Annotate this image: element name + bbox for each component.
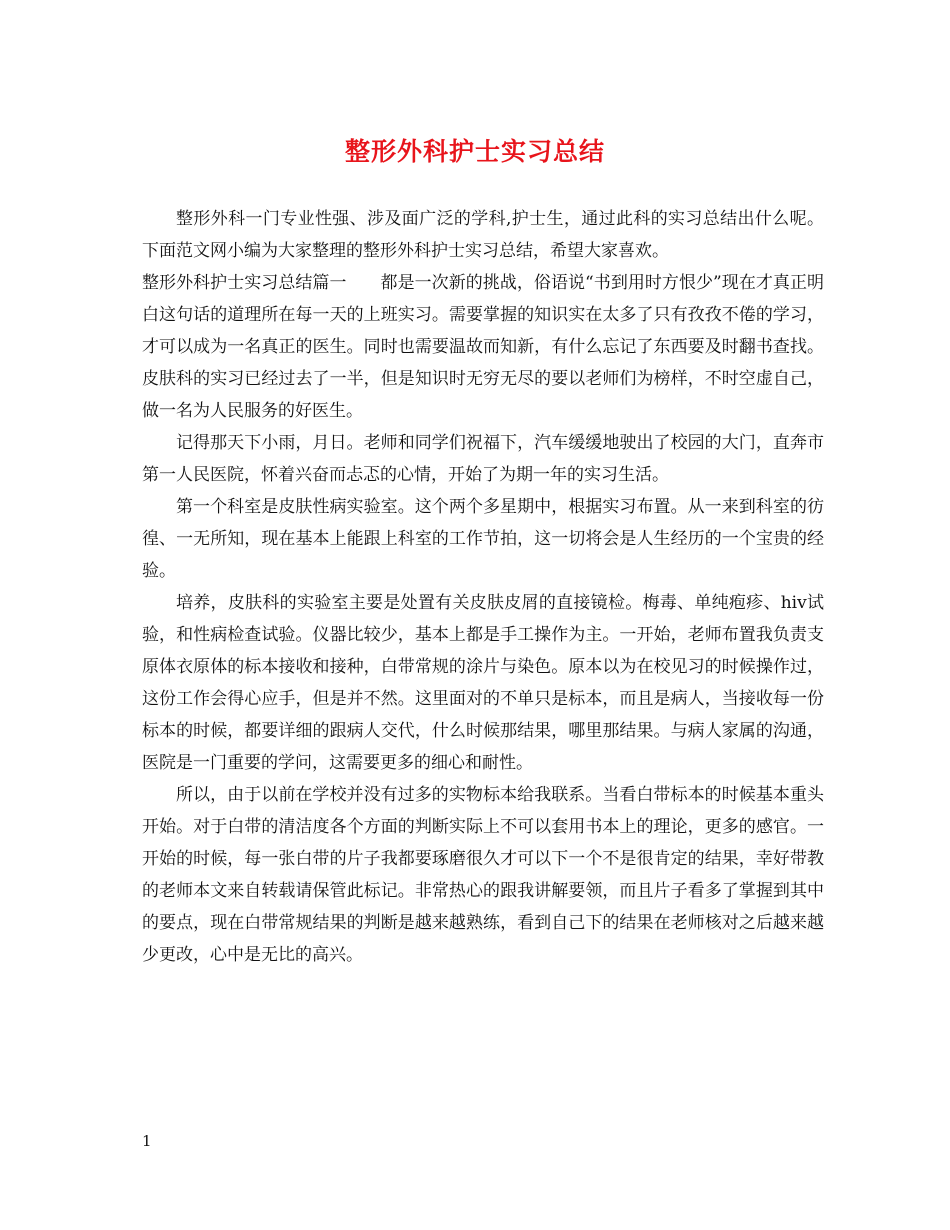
page-number: 1 [142, 1132, 152, 1150]
document-title: 整形外科护士实习总结 [344, 137, 605, 166]
paragraph-intro: 整形外科一门专业性强、涉及面广泛的学科,护士生，通过此科的实习总结出什么呢。下面范文网小编为大家整理的整形外科护士实习总结，希望大家喜欢。 [142, 209, 824, 261]
paragraph-lab-work: 培养，皮肤科的实验室主要是处置有关皮肤皮屑的直接镜检。梅毒、单纯疱疹、hiv试验，和性病检查试验。仪器比较少，基本上都是手工操作为主。一开始，老师布置我负责支原体衣原体的标本接收和接种，白带常规的涂片与染色。原本以为在校见习的时候操作过，这份工作会得心应手，但是并不然。这里面对的不单只是标本，而且是病人，当接收每一份标本的时候，都要详细的跟病人交代，什么时候那结果，哪里那结果。与病人家属的沟通，医院是一门重要的学问，这需要更多的细心和耐性。 [142, 593, 824, 773]
paragraph-departure: 记得那天下小雨，月日。老师和同学们祝福下，汽车缓缓地驶出了校园的大门，直奔市第一人民医院，怀着兴奋而忐忑的心情，开始了为期一年的实习生活。 [142, 433, 824, 485]
document-body [142, 203, 824, 971]
paragraph-first-department: 第一个科室是皮肤性病实验室。这个两个多星期中，根据实习布置。从一来到科室的彷徨、一无所知，现在基本上能跟上科室的工作节拍，这一切将会是人生经历的一个宝贵的经验。 [142, 497, 824, 581]
paragraph-specimen-learning: 所以，由于以前在学校并没有过多的实物标本给我联系。当看白带标本的时候基本重头开始。对于白带的清洁度各个方面的判断实际上不可以套用书本上的理论，更多的感官。一开始的时候，每一张白带的片子我都要琢磨很久才可以下一个不是很肯定的结果，幸好带教的老师本文来自转载请保管此标记。非常热心的跟我讲解要领，而且片子看多了掌握到其中的要点，现在白带常规结果的判断是越来越熟练，看到自己下的结果在老师核对之后越来越少更改，心中是无比的高兴。 [142, 785, 824, 965]
paragraph-section-one: 整形外科护士实习总结篇一 都是一次新的挑战，俗语说“书到用时方恨少”现在才真正明白这句话的道理所在每一天的上班实习。需要掌握的知识实在太多了只有孜孜不倦的学习，才可以成为一名真正的医生。同时也需要温故而知新，有什么忘记了东西要及时翻书查找。皮肤科的实习已经过去了一半，但是知识时无穷无尽的要以老师们为榜样，不时空虚自己，做一名为人民服务的好医生。 [142, 273, 824, 421]
